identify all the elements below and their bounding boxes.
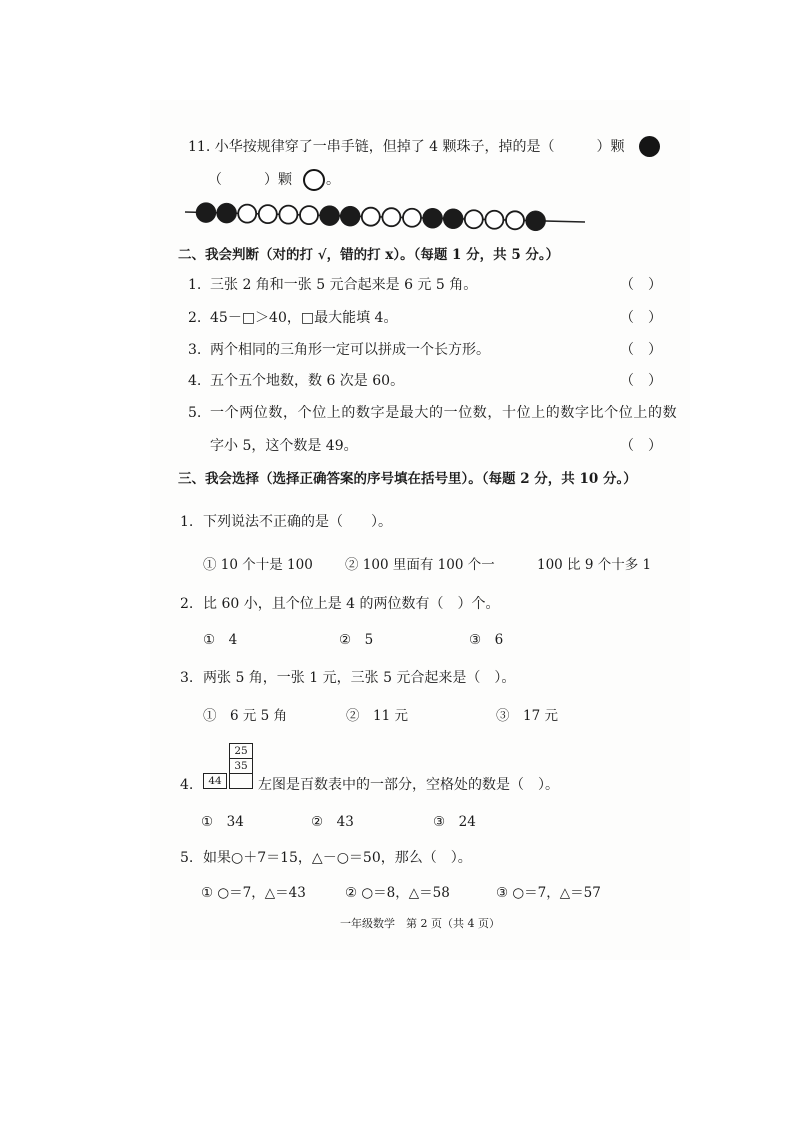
white-bead-icon (303, 169, 325, 191)
choice-option: ② 100 里面有 100 个一 (345, 557, 495, 573)
judge-item-text-cont: 字小 5，这个数是 49。 (210, 438, 358, 454)
choice-option: ② ○＝8，△＝58 (345, 885, 450, 901)
bead-white (238, 205, 256, 223)
bead-white (485, 211, 503, 229)
bead-black (320, 206, 340, 226)
answer-bracket: （ ） (620, 342, 662, 358)
hundred-chart-fragment (203, 743, 255, 791)
choice-option: ① 4 (203, 632, 238, 648)
bead-white (506, 211, 524, 229)
q11-stem-line2: （ ）颗 (208, 172, 292, 188)
page-footer: 一年级数学 第 2 页（共 4 页） (340, 917, 500, 930)
judge-item-num: 1. (188, 277, 202, 293)
choice-item-text: 比 60 小，且个位上是 4 的两位数有（ ）个。 (203, 596, 500, 612)
choice-item-num: 3. (180, 670, 194, 686)
choice-option: ③ ○＝7，△＝57 (496, 885, 601, 901)
bead-chain-figure (183, 198, 588, 232)
choice-option: ① 6 元 5 角 (203, 708, 288, 724)
choice-item-num: 4. (180, 777, 194, 793)
bead-white (362, 208, 380, 226)
bead-black (443, 209, 463, 229)
judge-item-text: 45－□＞40，□最大能填 4。 (210, 310, 398, 326)
choice-item-text: 两张 5 角，一张 1 元，三张 5 元合起来是（ ）。 (203, 670, 516, 686)
chart-cell: 35 (229, 758, 253, 774)
judge-item-num: 5. (188, 405, 202, 421)
bead-black (526, 211, 546, 231)
bead-white (382, 208, 400, 226)
judge-item-num: 3. (188, 342, 202, 358)
choice-item-num: 2. (180, 596, 194, 612)
bead-black (196, 203, 216, 223)
judge-item-text: 两个相同的三角形一定可以拼成一个长方形。 (210, 342, 490, 358)
chart-cell-blank (229, 773, 253, 789)
choice-section-header: 三、我会选择（选择正确答案的序号填在括号里）。（每题 2 分，共 10 分。） (178, 471, 637, 487)
choice-option: ② 43 (311, 814, 354, 830)
choice-option: ③ 6 (469, 632, 504, 648)
judge-item-num: 2. (188, 310, 202, 326)
judge-item-text: 五个五个地数，数 6 次是 60。 (210, 373, 405, 389)
q11-period: 。 (326, 172, 340, 188)
choice-option: ① ○＝7，△＝43 (201, 885, 306, 901)
choice-item-num: 1. (180, 514, 194, 530)
choice-option: ③ 17 元 (496, 708, 558, 724)
choice-item-text: 如果○＋7＝15，△－○＝50，那么（ ）。 (203, 850, 472, 866)
chart-cell: 25 (229, 743, 253, 759)
judge-item-num: 4. (188, 373, 202, 389)
choice-option: ① 34 (201, 814, 244, 830)
choice-item-text: 左图是百数表中的一部分，空格处的数是（ ）。 (258, 777, 559, 793)
answer-bracket: （ ） (620, 438, 662, 454)
judge-item-text: 三张 2 角和一张 5 元合起来是 6 元 5 角。 (210, 277, 478, 293)
q11-stem-line1: 11. 小华按规律穿了一串手链，但掉了 4 颗珠子，掉的是（ ）颗 (188, 139, 625, 155)
answer-bracket: （ ） (620, 310, 662, 326)
bead-black (217, 203, 237, 223)
choice-option: ① 10 个十是 100 (203, 557, 313, 573)
black-bead-icon (639, 136, 660, 157)
choice-option: 100 比 9 个十多 1 (537, 557, 652, 573)
answer-bracket: （ ） (620, 277, 662, 293)
choice-item-text: 下列说法不正确的是（ ）。 (203, 514, 392, 530)
judge-section-header: 二、我会判断（对的打 √，错的打 x）。（每题 1 分，共 5 分。） (178, 247, 560, 263)
bead-white (403, 209, 421, 227)
bead-white (279, 206, 297, 224)
bead-black (423, 208, 443, 228)
bead-white (465, 210, 483, 228)
answer-bracket: （ ） (620, 373, 662, 389)
judge-item-text: 一个两位数，个位上的数字是最大的一位数，十位上的数字比个位上的数 (210, 405, 678, 421)
choice-option: ② 5 (339, 632, 374, 648)
bead-white (300, 206, 318, 224)
bead-white (259, 205, 277, 223)
chart-cell: 44 (203, 773, 227, 789)
choice-option: ③ 24 (433, 814, 476, 830)
bead-black (340, 206, 360, 226)
choice-item-num: 5. (180, 850, 194, 866)
choice-option: ② 11 元 (346, 708, 408, 724)
